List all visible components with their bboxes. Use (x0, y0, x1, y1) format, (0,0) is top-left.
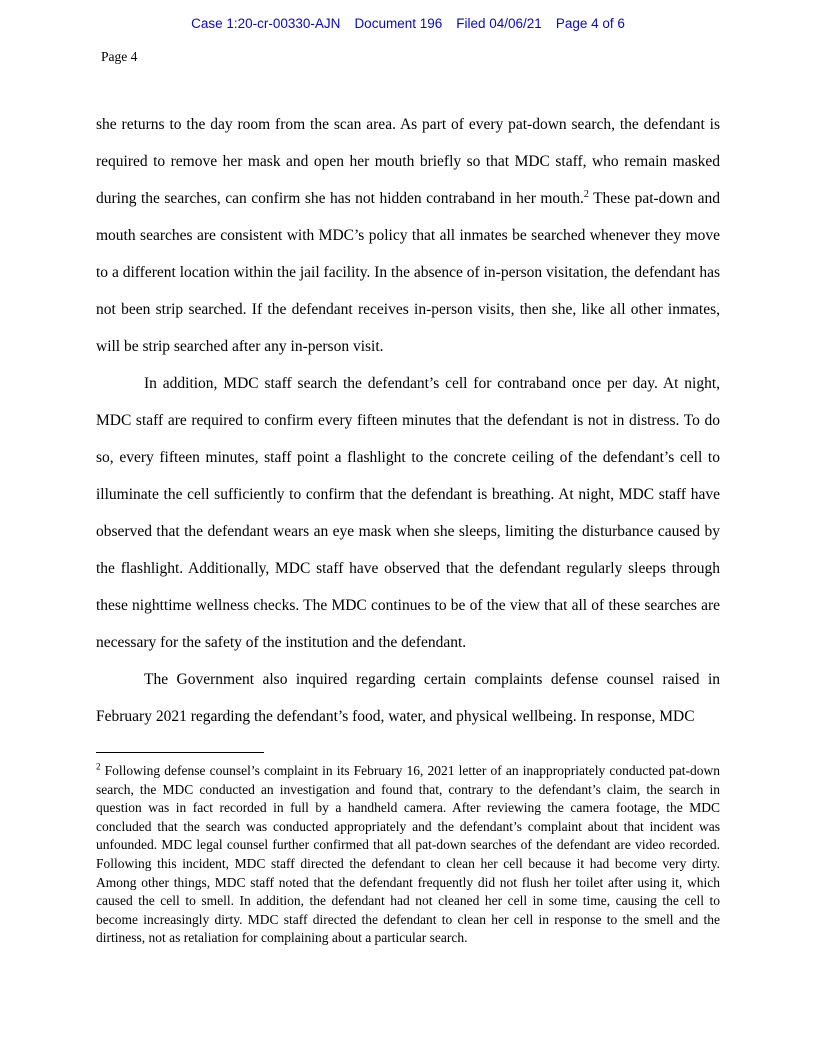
footnote-separator-rule (96, 752, 264, 753)
paragraph-1-text-after-footnote-ref: These pat-down and mouth searches are consistent with MDC’s policy that all inmates be searched whenever they move to a different location within the jail facility. In the absence of in-person visitation, the defendant has not been strip searched. If the defendant receives in-person visits, then she, like all other inmates, will be strip searched after any in-person visit. (96, 190, 720, 355)
ecf-page-count: Page 4 of 6 (555, 16, 625, 31)
footnote-2 (96, 762, 720, 948)
ecf-document-number: Document 196 (354, 16, 443, 31)
body-paragraph-2: In addition, MDC staff search the defendant’s cell for contraband once per day. At night, MDC staff are required to confirm every fifteen minutes that the defendant is not in distress. To do so, every fifteen minutes, staff point a flashlight to the concrete ceiling of the defendant’s cell to illuminate the cell sufficiently to confirm that the defendant is breathing. At night, MDC staff have observed that the defendant wears an eye mask when she sleeps, limiting the disturbance caused by the flashlight. Additionally, MDC staff have observed that the defendant regularly sleeps through these nighttime wellness checks. The MDC continues to be of the view that all of these searches are necessary for the safety of the institution and the defendant. (96, 375, 720, 651)
page-number-label: Page 4 (101, 49, 138, 64)
document-body (96, 106, 720, 735)
paragraph-1-text-before-footnote-ref: she returns to the day room from the scan area. As part of every pat-down search, the defendant is required to remove her mask and open her mouth briefly so that MDC staff, who remain masked during the searches, can confirm she has not hidden contraband in her mouth. (96, 116, 720, 207)
ecf-filed-date: Filed 04/06/21 (456, 16, 542, 31)
ecf-stamp (0, 16, 816, 31)
footnote-section (96, 752, 720, 948)
body-paragraph-1 (96, 106, 720, 365)
footnote-number: 2 (96, 761, 101, 772)
footnote-reference-2: 2 (583, 188, 589, 200)
body-paragraph-3: The Government also inquired regarding certain complaints defense counsel raised in February 2021 regarding the defendant’s food, water, and physical wellbeing. In response, MDC (96, 671, 720, 725)
footnote-text: Following defense counsel’s complaint in its February 16, 2021 letter of an inappropriately conducted pat-down search, the MDC conducted an investigation and found that, contrary to the defendant’s claim, the search in question was in fact recorded in full by a handheld camera. After reviewing the camera footage, the MDC concluded that the search was conducted appropriately and the defendant’s complaint about that incident was unfounded. MDC legal counsel further confirmed that all pat-down searches of the defendant are video recorded. Following this incident, MDC staff directed the defendant to clean her cell because it had become very dirty. Among other things, MDC staff noted that the defendant frequently did not flush her toilet after using it, which caused the cell to smell. In addition, the defendant had not cleaned her cell in some time, causing the cell to become increasingly dirty. MDC staff directed the defendant to clean her cell in response to the smell and the dirtiness, not as retaliation for complaining about a particular search. (96, 763, 720, 946)
ecf-case-number: Case 1:20-cr-00330-AJN (191, 16, 341, 31)
